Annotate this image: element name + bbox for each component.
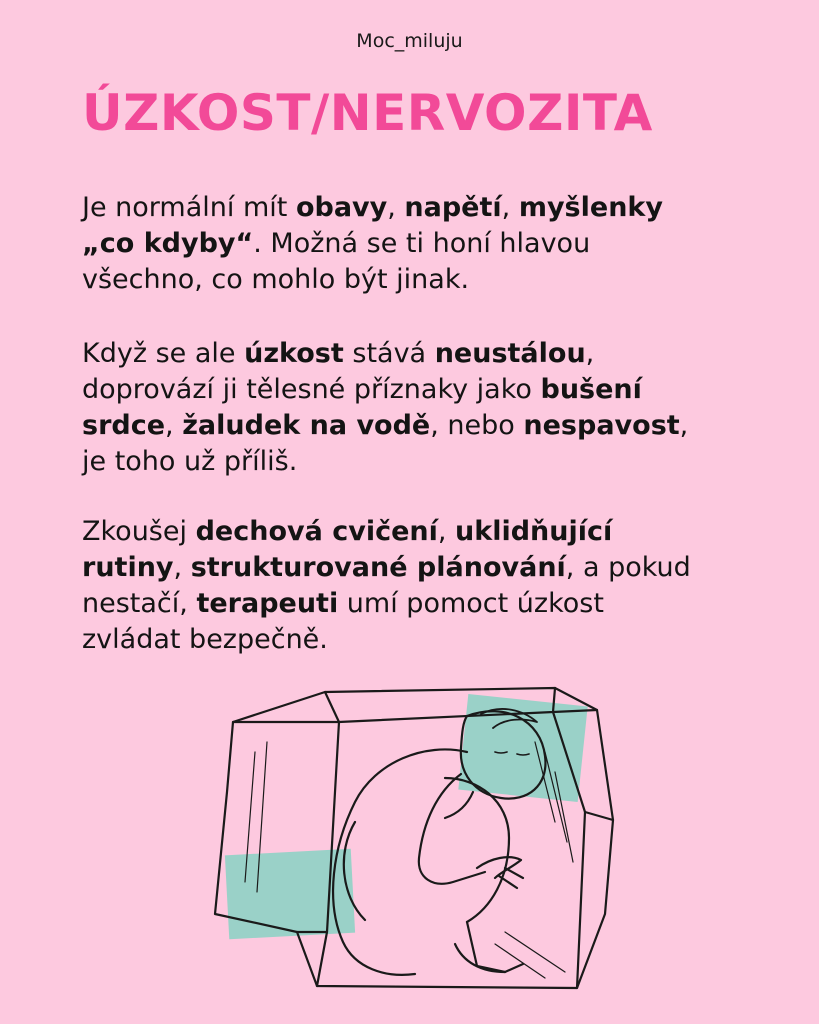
bold-text-run: nespavost	[523, 410, 680, 441]
paragraph-symptoms	[82, 336, 762, 480]
text-run: ,	[501, 192, 519, 223]
text-run: je toho už příliš.	[82, 446, 298, 477]
bold-text-run: strukturované plánování	[190, 552, 566, 583]
paragraph-intro	[82, 190, 762, 298]
bold-text-run: úzkost	[244, 338, 344, 369]
bold-text-run: myšlenky	[518, 192, 663, 223]
page-title: ÚZKOST/NERVOZITA	[82, 84, 653, 142]
account-handle: Moc_miluju	[356, 30, 463, 52]
text-run: ,	[679, 410, 689, 441]
bold-text-run: napětí	[404, 192, 502, 223]
paragraph-advice	[82, 514, 762, 658]
text-run: všechno, co mohlo být jinak.	[82, 264, 470, 295]
text-run: umí pomoct úzkost	[338, 588, 604, 619]
text-run: nestačí,	[82, 588, 197, 619]
bold-text-run: dechová cvičení	[195, 516, 438, 547]
foot	[455, 944, 505, 972]
text-run: ,	[173, 552, 191, 583]
bold-text-run: terapeuti	[196, 588, 339, 619]
text-run: ,	[387, 192, 405, 223]
text-run: zvládat bezpečně.	[82, 624, 328, 655]
person-curled-in-box-illustration	[205, 682, 625, 1002]
bold-text-run: obavy	[295, 192, 388, 223]
bold-text-run: uklidňující	[455, 516, 613, 547]
torso	[333, 749, 467, 974]
text-run: Když se ale	[82, 338, 245, 369]
text-run: Je normální mít	[82, 192, 296, 223]
text-run: doprovází ji tělesné příznaky jako	[82, 374, 541, 405]
text-run: ,	[437, 516, 456, 547]
text-run: ,	[585, 338, 595, 369]
knees	[445, 778, 509, 922]
text-run: stává	[343, 338, 435, 369]
text-run: ,	[165, 410, 183, 441]
bold-text-run: rutiny	[82, 552, 174, 583]
bold-text-run: srdce	[82, 410, 166, 441]
bold-text-run: žaludek na vodě	[182, 410, 431, 441]
text-run: , nebo	[430, 410, 524, 441]
bold-text-run: neustálou	[434, 338, 586, 369]
text-run: , a pokud	[565, 552, 691, 583]
text-run: . Možná se ti honí hlavou	[253, 228, 591, 259]
bold-text-run: bušení	[540, 374, 642, 405]
bold-text-run: „co kdyby“	[82, 228, 254, 259]
text-run: Zkoušej	[82, 516, 196, 547]
